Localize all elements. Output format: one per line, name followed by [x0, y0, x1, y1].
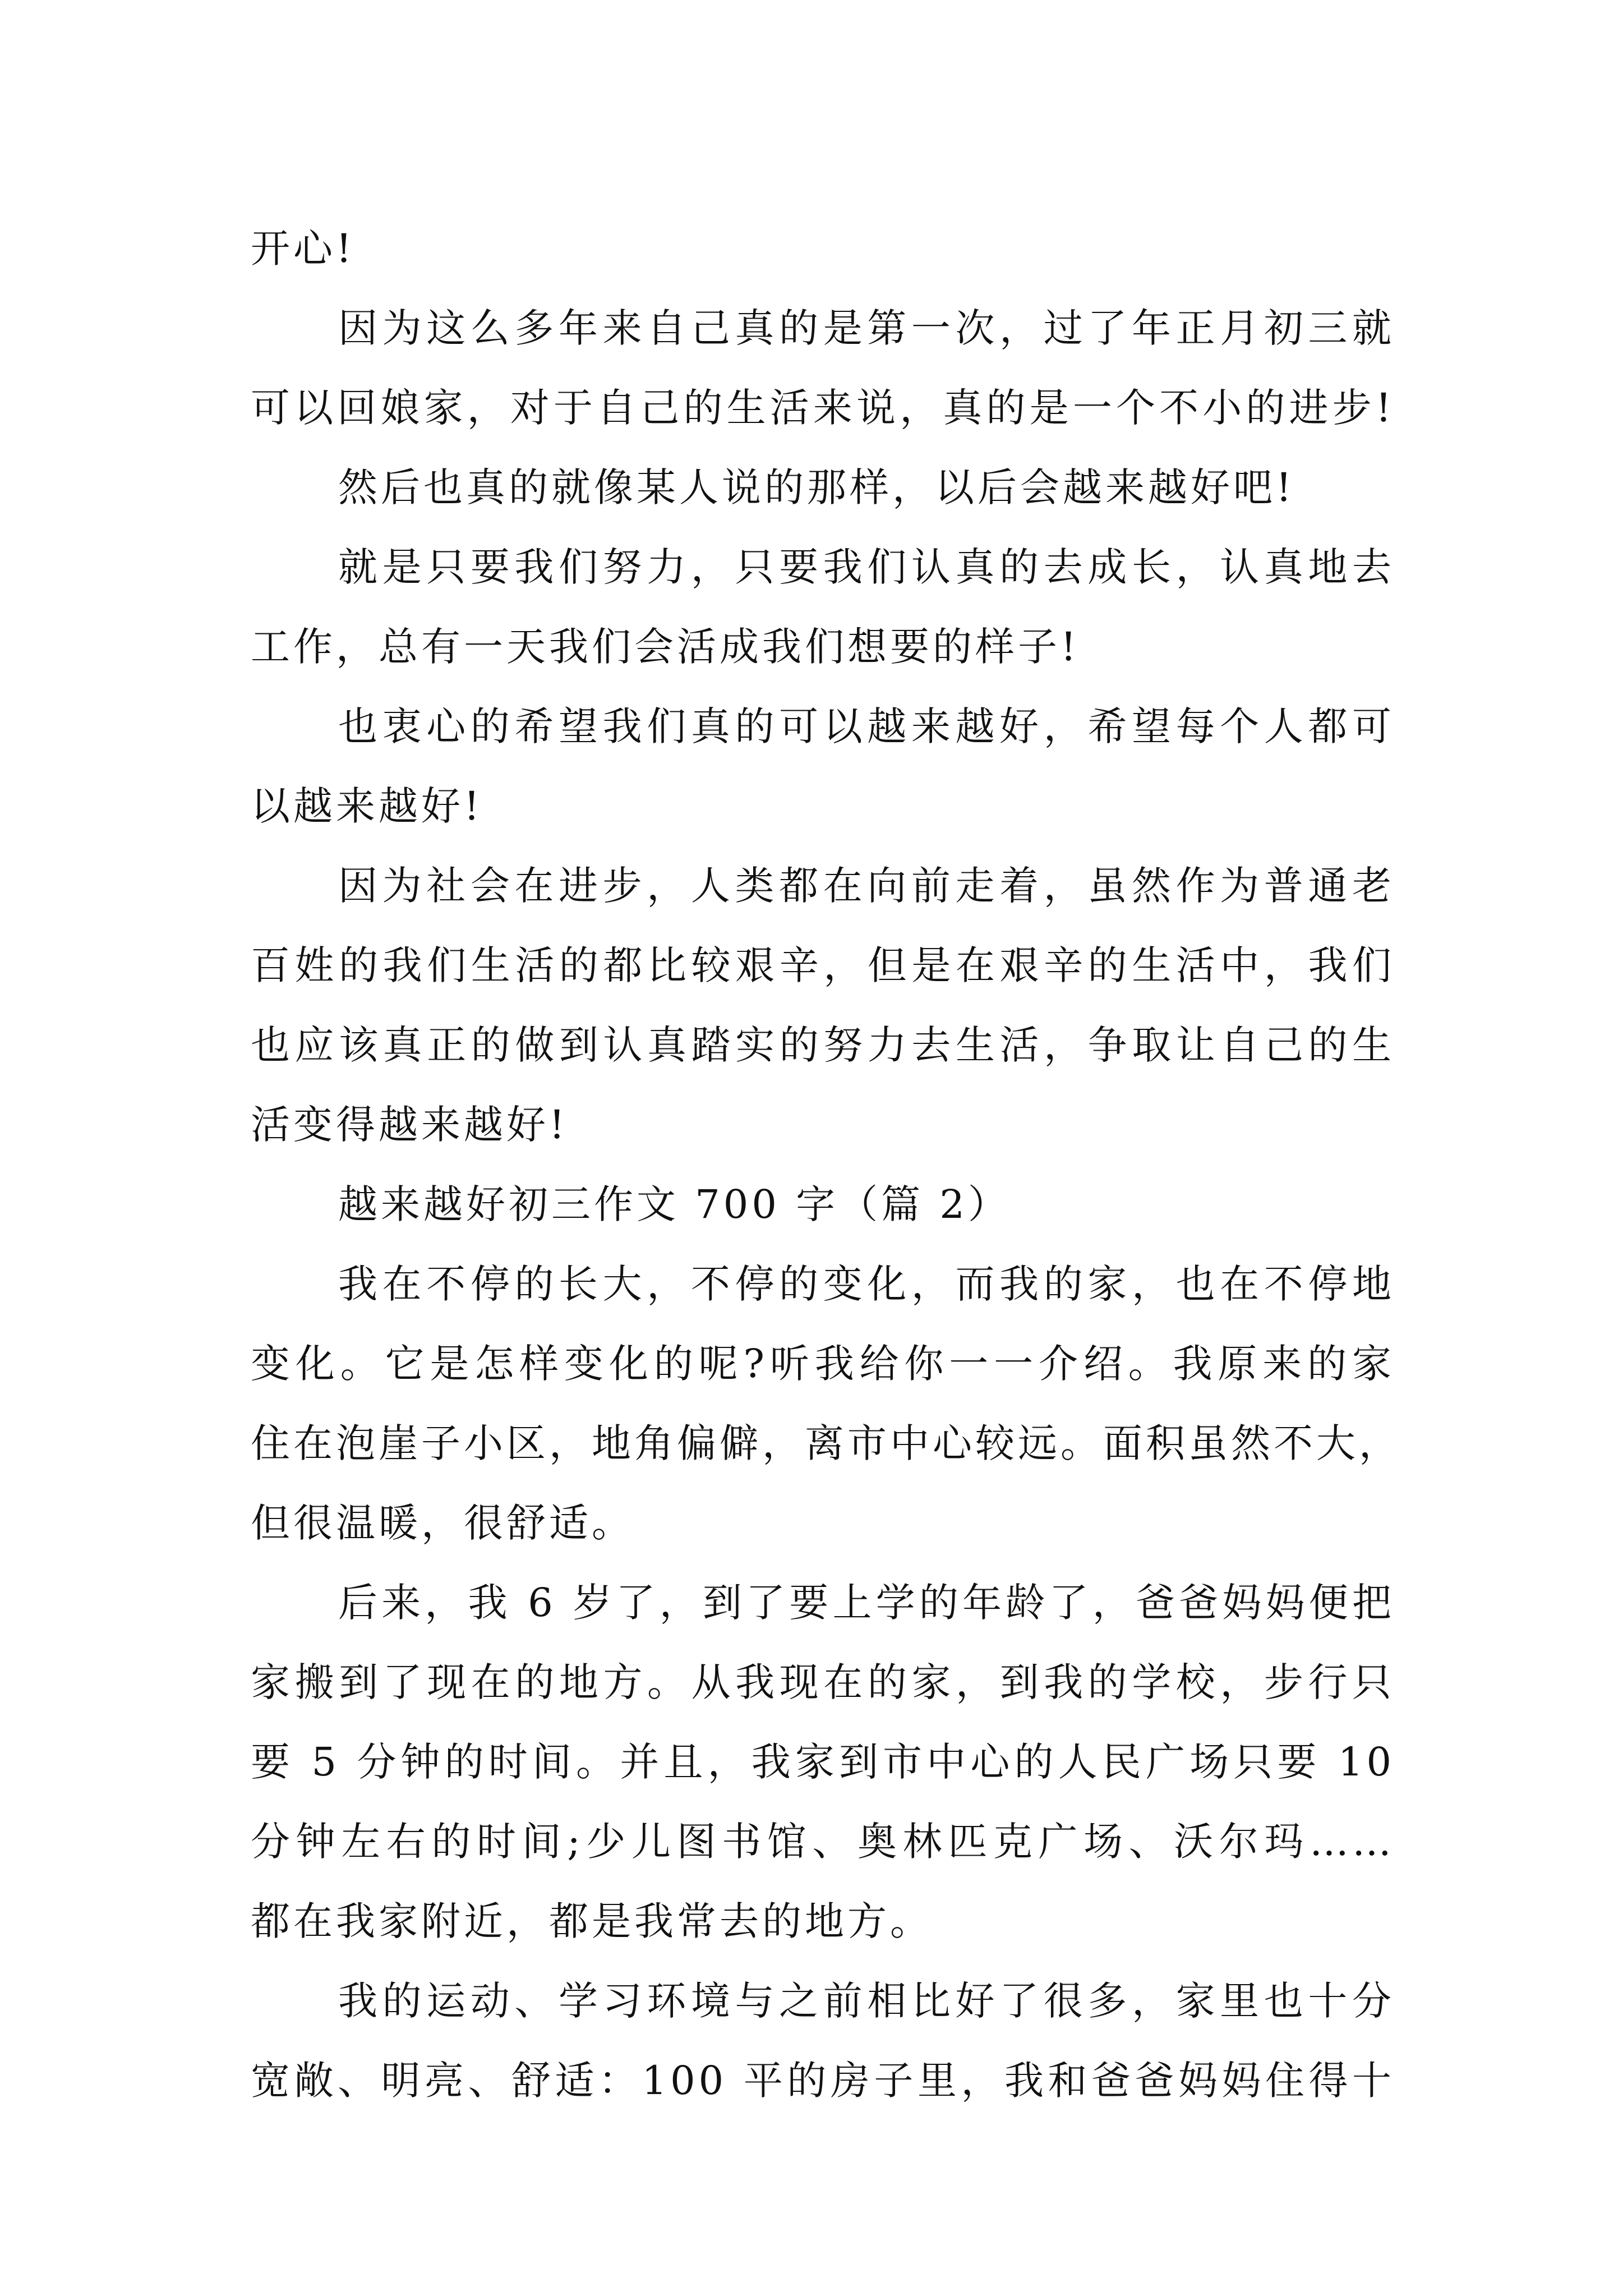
document-body [251, 209, 1401, 2120]
text-line: 分钟左右的时间;少儿图书馆、奥林匹克广场、沃尔玛…… [251, 1819, 1395, 1865]
text-line: 可以回娘家，对于自己的生活来说，真的是一个不小的进步! [251, 385, 1395, 431]
text-line: 宽敞、明亮、舒适：100 平的房子里，我和爸爸妈妈住得十 [251, 2058, 1395, 2104]
text-line: 要 5 分钟的时间。并且，我家到市中心的人民广场只要 10 [251, 1739, 1395, 1785]
text-line: 然后也真的就像某人说的那样，以后会越来越好吧! [338, 464, 1295, 510]
text-line: 后来，我 6 岁了，到了要上学的年龄了，爸爸妈妈便把 [338, 1580, 1395, 1626]
text-line: 活变得越来越好! [251, 1102, 569, 1148]
text-line: 百姓的我们生活的都比较艰辛，但是在艰辛的生活中，我们 [251, 942, 1395, 988]
text-line: 我在不停的长大，不停的变化，而我的家，也在不停地 [338, 1261, 1395, 1307]
text-line: 住在泡崖子小区，地角偏僻，离市中心较远。面积虽然不大， [251, 1420, 1401, 1466]
text-line: 家搬到了现在的地方。从我现在的家，到我的学校，步行只 [251, 1659, 1395, 1705]
text-line: 也衷心的希望我们真的可以越来越好，希望每个人都可 [338, 703, 1395, 749]
text-line: 变化。它是怎样变化的呢?听我给你一一介绍。我原来的家 [251, 1341, 1395, 1387]
text-line: 以越来越好! [251, 783, 483, 829]
text-line: 工作，总有一天我们会活成我们想要的样子! [251, 624, 1080, 670]
text-line: 都在我家附近，都是我常去的地方。 [251, 1898, 933, 1944]
text-line: 但很温暖，很舒适。 [251, 1500, 634, 1546]
text-line: 因为这么多年来自己真的是第一次，过了年正月初三就 [338, 305, 1395, 351]
text-line: 因为社会在进步，人类都在向前走着，虽然作为普通老 [338, 863, 1395, 909]
text-line: 开心! [251, 226, 356, 272]
text-line: 也应该真正的做到认真踏实的努力去生活，争取让自己的生 [251, 1022, 1395, 1068]
text-line: 我的运动、学习环境与之前相比好了很多，家里也十分 [338, 1978, 1395, 2024]
section-heading: 越来越好初三作文 700 字（篇 2） [338, 1181, 1011, 1227]
text-line: 就是只要我们努力，只要我们认真的去成长，认真地去 [338, 544, 1395, 590]
